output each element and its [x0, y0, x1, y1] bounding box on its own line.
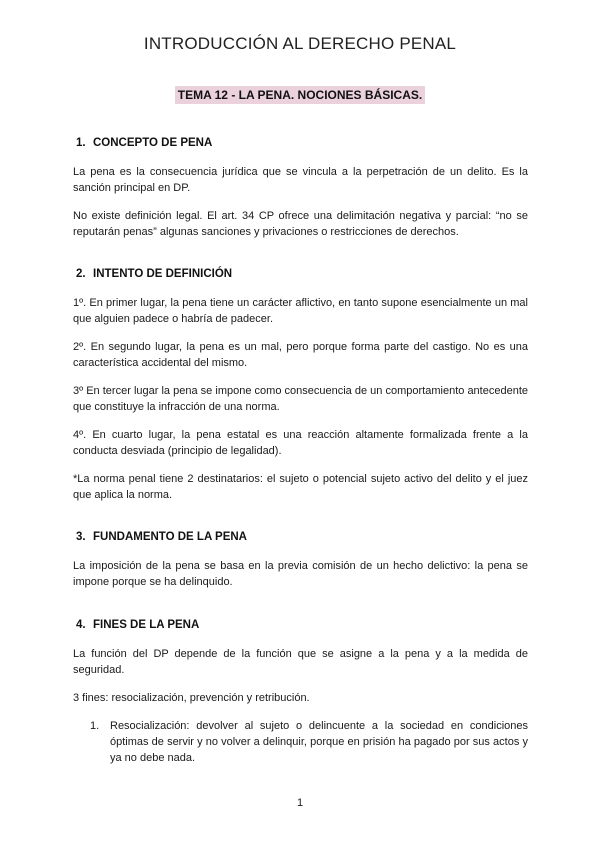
paragraph: La pena es la consecuencia jurídica que se vincula a la perpetración de un delito. Es la sanción principal en DP.	[73, 166, 528, 194]
paragraph: La función del DP depende de la función que se asigne a la pena y a la medida de seguridad.	[73, 648, 528, 676]
list-item-text: Resocialización: devolver al sujeto o delincuente a la sociedad en condiciones óptimas de servir y no volver a delinquir, porque en prisión ha pagado por sus actos y ya no debe nada.	[110, 720, 528, 764]
page-number: 1	[296, 797, 304, 809]
paragraph: *La norma penal tiene 2 destinatarios: el sujeto o potencial sujeto activo del delito y el juez que aplica la norma.	[73, 473, 528, 501]
section-number: 3.	[76, 531, 86, 543]
section-heading-definicion	[76, 268, 232, 280]
section-title: INTENTO DE DEFINICIÓN	[93, 268, 233, 280]
section-heading-concepto	[76, 137, 212, 149]
paragraph: 2º. En segundo lugar, la pena es un mal, pero porque forma parte del castigo. No es una característica accidental del mismo.	[73, 341, 528, 369]
section-number: 4.	[76, 619, 86, 631]
section-title: FUNDAMENTO DE LA PENA	[93, 531, 247, 543]
paragraph: La imposición de la pena se basa en la previa comisión de un hecho delictivo: la pena se impone porque se ha delinquido.	[73, 560, 528, 588]
paragraph: No existe definición legal. El art. 34 CP ofrece una delimitación negativa y parcial: “no se reputarán penas” algunas sanciones y privaciones o restricciones de derechos.	[73, 210, 528, 238]
paragraph: 3 fines: resocialización, prevención y retribución.	[73, 692, 310, 704]
tema-title-wrap	[0, 86, 600, 104]
document-title: INTRODUCCIÓN AL DERECHO PENAL	[143, 34, 457, 53]
section-number: 2.	[76, 268, 86, 280]
list-marker: 1.	[90, 720, 100, 732]
section-heading-fundamento	[76, 531, 247, 543]
section-title: CONCEPTO DE PENA	[93, 137, 213, 149]
section-number: 1.	[76, 137, 86, 149]
list-item	[90, 718, 528, 766]
section-heading-fines	[76, 619, 199, 631]
tema-title: TEMA 12 - LA PENA. NOCIONES BÁSICAS.	[175, 86, 425, 104]
section-title: FINES DE LA PENA	[93, 619, 200, 631]
paragraph: 3º En tercer lugar la pena se impone como consecuencia de un comportamiento antecedente que constituye la infracción de una norma.	[73, 385, 528, 413]
paragraph: 1º. En primer lugar, la pena tiene un carácter aflictivo, en tanto supone esencialmente un mal que alguien padece o habría de padecer.	[73, 297, 528, 325]
paragraph: 4º. En cuarto lugar, la pena estatal es una reacción altamente formalizada frente a la conducta desviada (principio de legalidad).	[73, 429, 528, 457]
